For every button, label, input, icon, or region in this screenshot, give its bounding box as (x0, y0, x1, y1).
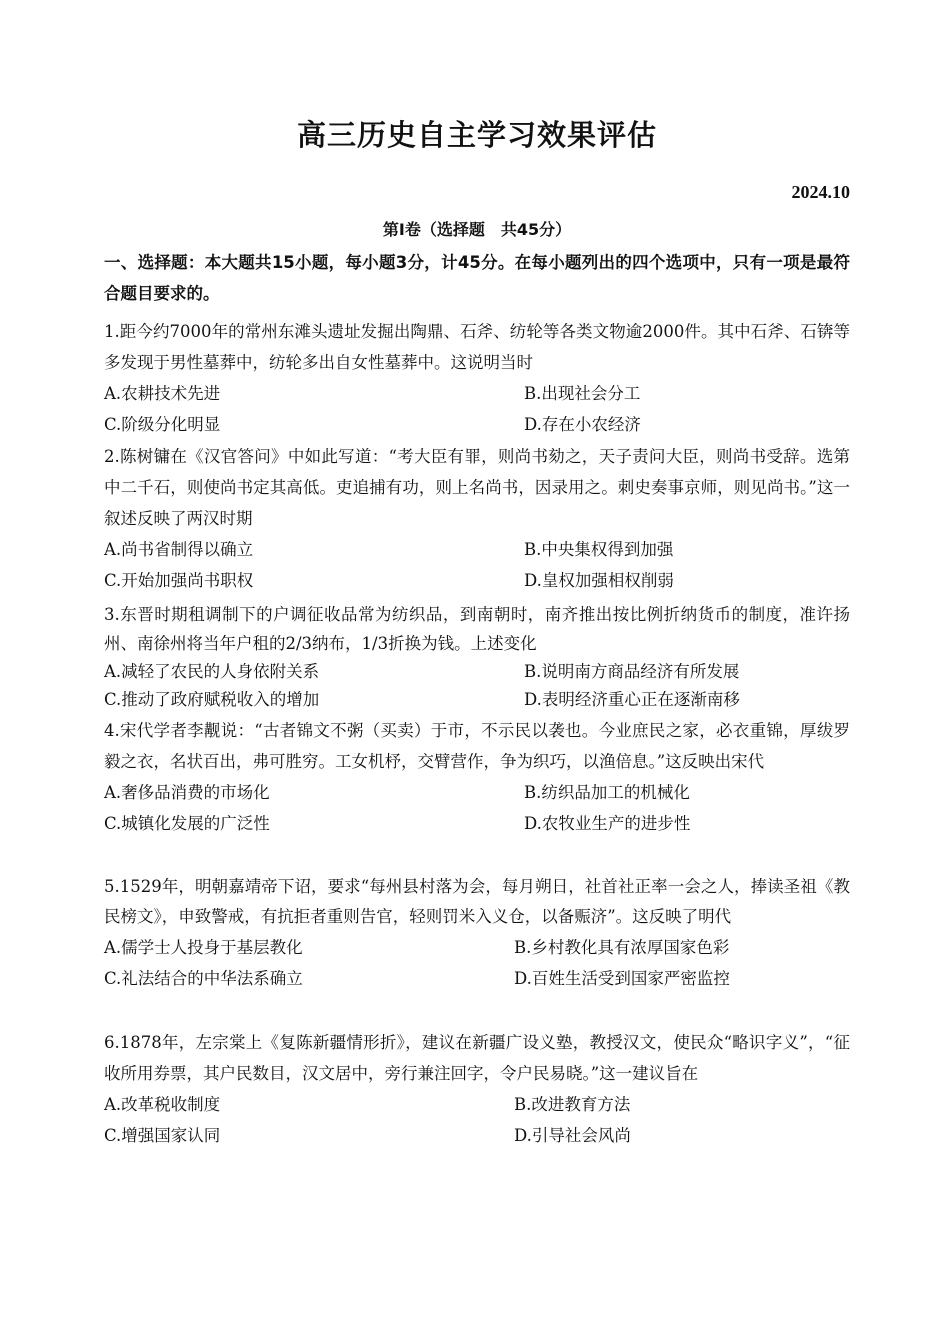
option-c: C.城镇化发展的广泛性 (104, 814, 270, 833)
option-d: D.存在小农经济 (524, 415, 641, 434)
option-c: C.推动了政府赋税收入的增加 (104, 690, 320, 709)
option-c: C.礼法结合的中华法系确立 (104, 969, 303, 988)
question-2 (104, 441, 850, 596)
option-c: C.阶级分化明显 (104, 415, 221, 434)
option-b: B.乡村教化具有浓厚国家色彩 (514, 938, 730, 957)
option-c: C.增强国家认同 (104, 1126, 221, 1145)
option-a: A.农耕技术先进 (104, 384, 221, 403)
option-b: B.中央集权得到加强 (524, 540, 674, 559)
option-d: D.引导社会风尚 (514, 1126, 631, 1145)
exam-title: 高三历史自主学习效果评估 (296, 118, 657, 152)
question-stem: 3.东晋时期租调制下的户调征收品常为纺织品，到南朝时，南齐推出按比例折纳货币的制度，准许扬州、南徐州将当年户租的2/3纳布，1/3折换为钱。上述变化 (104, 605, 850, 653)
exam-date: 2024.10 (791, 182, 850, 202)
question-6 (104, 1027, 850, 1151)
option-b: B.纺织品加工的机械化 (524, 783, 690, 802)
option-d: D.皇权加强相权削弱 (524, 571, 674, 590)
question-stem: 5.1529年，明朝嘉靖帝下诏，要求“每州县村落为会，每月朔日，社首社正率一会之人，捧读圣祖《教民榜文》，申致警戒，有抗拒者重则告官，轻则罚米入义仓，以备赈济”。这反映了明代 (104, 877, 850, 926)
question-5 (104, 872, 850, 994)
option-b: B.改进教育方法 (514, 1095, 631, 1114)
question-1 (104, 316, 850, 440)
section-heading: 第Ⅰ卷（选择题 共45分） (382, 220, 572, 239)
option-d: D.农牧业生产的进步性 (524, 814, 691, 833)
question-stem: 4.宋代学者李觏说：“古者锦文不粥（买卖）于市，不示民以袭也。今业庶民之家，必衣重锦，厚绂罗毅之衣，名状百出，弗可胜穷。工女机杼，交臂营作，争为织巧，以渔倍息。”这反映出宋代 (104, 721, 850, 771)
option-a: A.减轻了农民的人身依附关系 (104, 662, 320, 681)
question-stem: 6.1878年，左宗棠上《复陈新疆情形折》，建议在新疆广设义塾，教授汉文，使民众“略识字义”，“征收所用券票，其户民数目，汉文居中，旁行兼注回字，令户民易晓。”这一建议旨在 (104, 1033, 850, 1083)
question-3 (104, 600, 850, 714)
option-c: C.开始加强尚书职权 (104, 571, 254, 590)
option-d: D.百姓生活受到国家严密监控 (514, 969, 730, 988)
question-stem: 2.陈树镛在《汉官答问》中如此写道：“考大臣有罪，则尚书劾之，天子责问大臣，则尚书受辞。选第中二千石，则使尚书定其高低。吏追捕有功，则上名尚书，因录用之。刺史奏事京师，则见尚书。”这一叙述反映了两汉时期 (104, 447, 850, 528)
option-a: A.奢侈品消费的市场化 (104, 783, 270, 802)
option-a: A.改革税收制度 (104, 1095, 221, 1114)
option-a: A.儒学士人投身于基层教化 (104, 938, 303, 957)
option-a: A.尚书省制得以确立 (104, 540, 254, 559)
question-4 (104, 715, 850, 839)
option-b: B.说明南方商品经济有所发展 (524, 662, 740, 681)
question-stem: 1.距今约7000年的常州东滩头遗址发掘出陶鼎、石斧、纺轮等各类文物逾2000件。其中石斧、石锛等多发现于男性墓葬中，纺轮多出自女性墓葬中。这说明当时 (104, 322, 850, 372)
option-d: D.表明经济重心正在逐渐南移 (524, 690, 740, 709)
option-b: B.出现社会分工 (524, 384, 641, 403)
section-instructions: 一、选择题：本大题共15小题，每小题3分，计45分。在每小题列出的四个选项中，只有一项是最符合题目要求的。 (104, 253, 850, 303)
